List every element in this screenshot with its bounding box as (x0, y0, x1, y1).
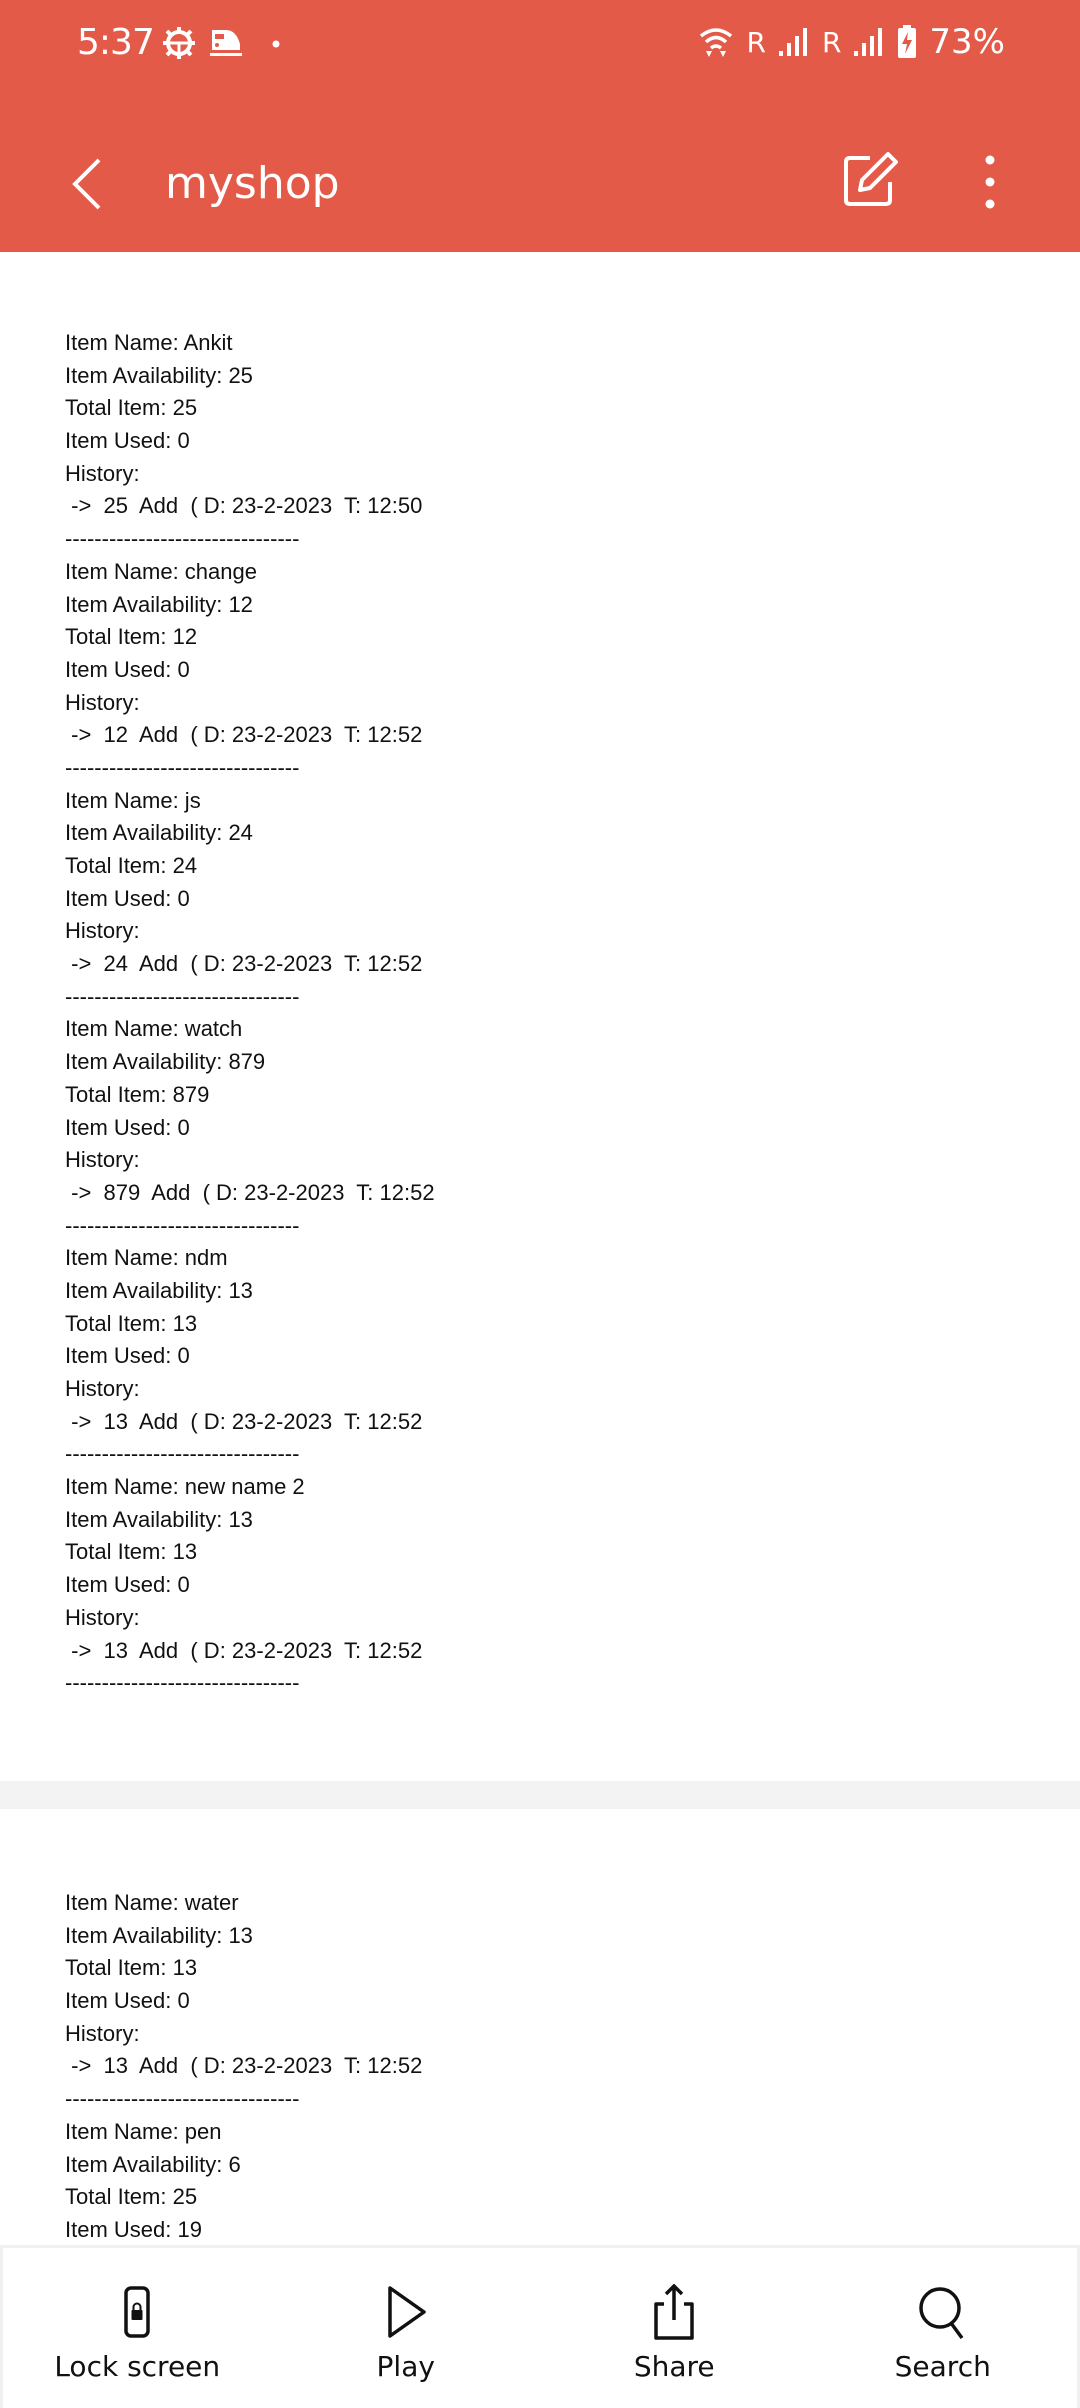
separator: -------------------------------- (65, 1441, 300, 1467)
history-label: History: (65, 689, 140, 715)
separator: -------------------------------- (65, 983, 300, 1009)
history-label: History: (65, 1376, 140, 1401)
item-record (65, 1887, 422, 2116)
share-icon (646, 2284, 702, 2340)
separator: -------------------------------- (65, 1670, 300, 1696)
item-records (65, 327, 435, 1700)
item-total: Total Item: 12 (65, 624, 198, 650)
history-label: History: (65, 2020, 140, 2046)
history-label: History: (65, 1604, 140, 1630)
item-availability: Item Availability: 24 (65, 820, 253, 846)
item-total: Total Item: 13 (65, 1955, 198, 1981)
item-total: Total Item: 24 (65, 853, 198, 878)
bottom-action-bar (0, 2245, 1080, 2408)
item-used: Item Used: 0 (65, 428, 190, 454)
separator: -------------------------------- (65, 2086, 300, 2112)
item-record (65, 785, 435, 1014)
share-label: Share (633, 2350, 715, 2383)
document-page-2 (0, 1809, 1080, 2246)
battery-charging-icon (897, 25, 917, 59)
item-record (65, 327, 435, 556)
item-record (65, 2116, 422, 2246)
separator: -------------------------------- (65, 526, 300, 552)
history-label: History: (65, 1147, 140, 1173)
item-name: Item Name: water (65, 1890, 239, 1915)
battery-percent: 73% (929, 22, 1005, 62)
play-label: Play (376, 2350, 435, 2383)
separator: -------------------------------- (65, 754, 300, 780)
item-records (65, 1887, 422, 2246)
item-availability: Item Availability: 6 (65, 2151, 241, 2177)
more-vert-icon[interactable] (975, 154, 1005, 210)
app-bar (0, 0, 1080, 252)
play-button[interactable] (272, 2248, 541, 2408)
separator: -------------------------------- (65, 1212, 300, 1238)
history-entry: -> 24 Add ( D: 23-2-2023 T: 12:52 (65, 951, 423, 977)
status-right (698, 22, 1005, 62)
train-icon (208, 26, 246, 60)
item-used: Item Used: 0 (65, 1343, 190, 1369)
page-separator (0, 1781, 1080, 1809)
item-total: Total Item: 13 (65, 1539, 198, 1565)
item-name: Item Name: ndm (65, 1245, 228, 1271)
item-availability: Item Availability: 13 (65, 1506, 253, 1532)
status-bar (0, 0, 1080, 90)
item-used: Item Used: 0 (65, 885, 190, 911)
item-used: Item Used: 19 (65, 2216, 202, 2242)
item-availability: Item Availability: 25 (65, 362, 253, 388)
roaming-label: R (821, 25, 842, 59)
page-title: myshop (165, 158, 340, 209)
edit-icon[interactable] (840, 150, 900, 210)
item-availability: Item Availability: 13 (65, 1277, 253, 1303)
item-record (65, 1013, 435, 1242)
play-icon (378, 2284, 434, 2340)
item-name: Item Name: Ankit (65, 330, 233, 355)
item-availability: Item Availability: 13 (65, 1922, 253, 1948)
item-total: Total Item: 25 (65, 2184, 198, 2210)
history-entry: -> 879 Add ( D: 23-2-2023 T: 12:52 (65, 1179, 435, 1205)
item-name: Item Name: change (65, 558, 257, 584)
history-label: History: (65, 918, 140, 944)
roaming-label: R (746, 25, 766, 59)
history-entry: -> 13 Add ( D: 23-2-2023 T: 12:52 (65, 2053, 423, 2079)
item-used: Item Used: 0 (65, 1114, 190, 1140)
dot-icon (272, 40, 280, 48)
item-total: Total Item: 13 (65, 1310, 198, 1336)
item-name: Item Name: pen (65, 2118, 222, 2144)
item-total: Total Item: 879 (65, 1081, 210, 1107)
wifi-icon (698, 25, 734, 59)
history-entry: -> 13 Add ( D: 23-2-2023 T: 12:52 (65, 1408, 423, 1434)
signal-icon (778, 27, 810, 57)
lock-screen-label: Lock screen (54, 2350, 221, 2383)
toolbar (0, 140, 1080, 230)
item-record (65, 1242, 435, 1471)
lock-screen-button[interactable] (3, 2248, 272, 2408)
item-used: Item Used: 0 (65, 1988, 190, 2014)
item-availability: Item Availability: 879 (65, 1049, 266, 1075)
history-entry: -> 12 Add ( D: 23-2-2023 T: 12:52 (65, 722, 423, 748)
signal-icon (853, 27, 885, 57)
history-entry: -> 25 Add ( D: 23-2-2023 T: 12:50 (65, 493, 423, 519)
status-time: 5:37 (77, 22, 154, 63)
item-name: Item Name: new name 2 (65, 1474, 305, 1500)
history-label: History: (65, 460, 140, 486)
item-name: Item Name: watch (65, 1016, 243, 1042)
item-used: Item Used: 0 (65, 1572, 190, 1598)
history-entry: -> 13 Add ( D: 23-2-2023 T: 12:52 (65, 1637, 423, 1663)
search-label: Search (894, 2350, 991, 2383)
item-record (65, 556, 435, 785)
item-name: Item Name: js (65, 787, 201, 813)
item-record (65, 1471, 435, 1700)
item-total: Total Item: 25 (65, 395, 198, 421)
document-page-1 (0, 252, 1080, 1781)
search-button[interactable] (809, 2248, 1078, 2408)
item-availability: Item Availability: 12 (65, 591, 253, 617)
lock-screen-icon (109, 2284, 165, 2340)
back-chevron-icon[interactable] (65, 154, 115, 214)
search-icon (915, 2284, 971, 2340)
share-button[interactable] (540, 2248, 809, 2408)
item-used: Item Used: 0 (65, 656, 190, 682)
gear-android-icon (162, 26, 196, 60)
